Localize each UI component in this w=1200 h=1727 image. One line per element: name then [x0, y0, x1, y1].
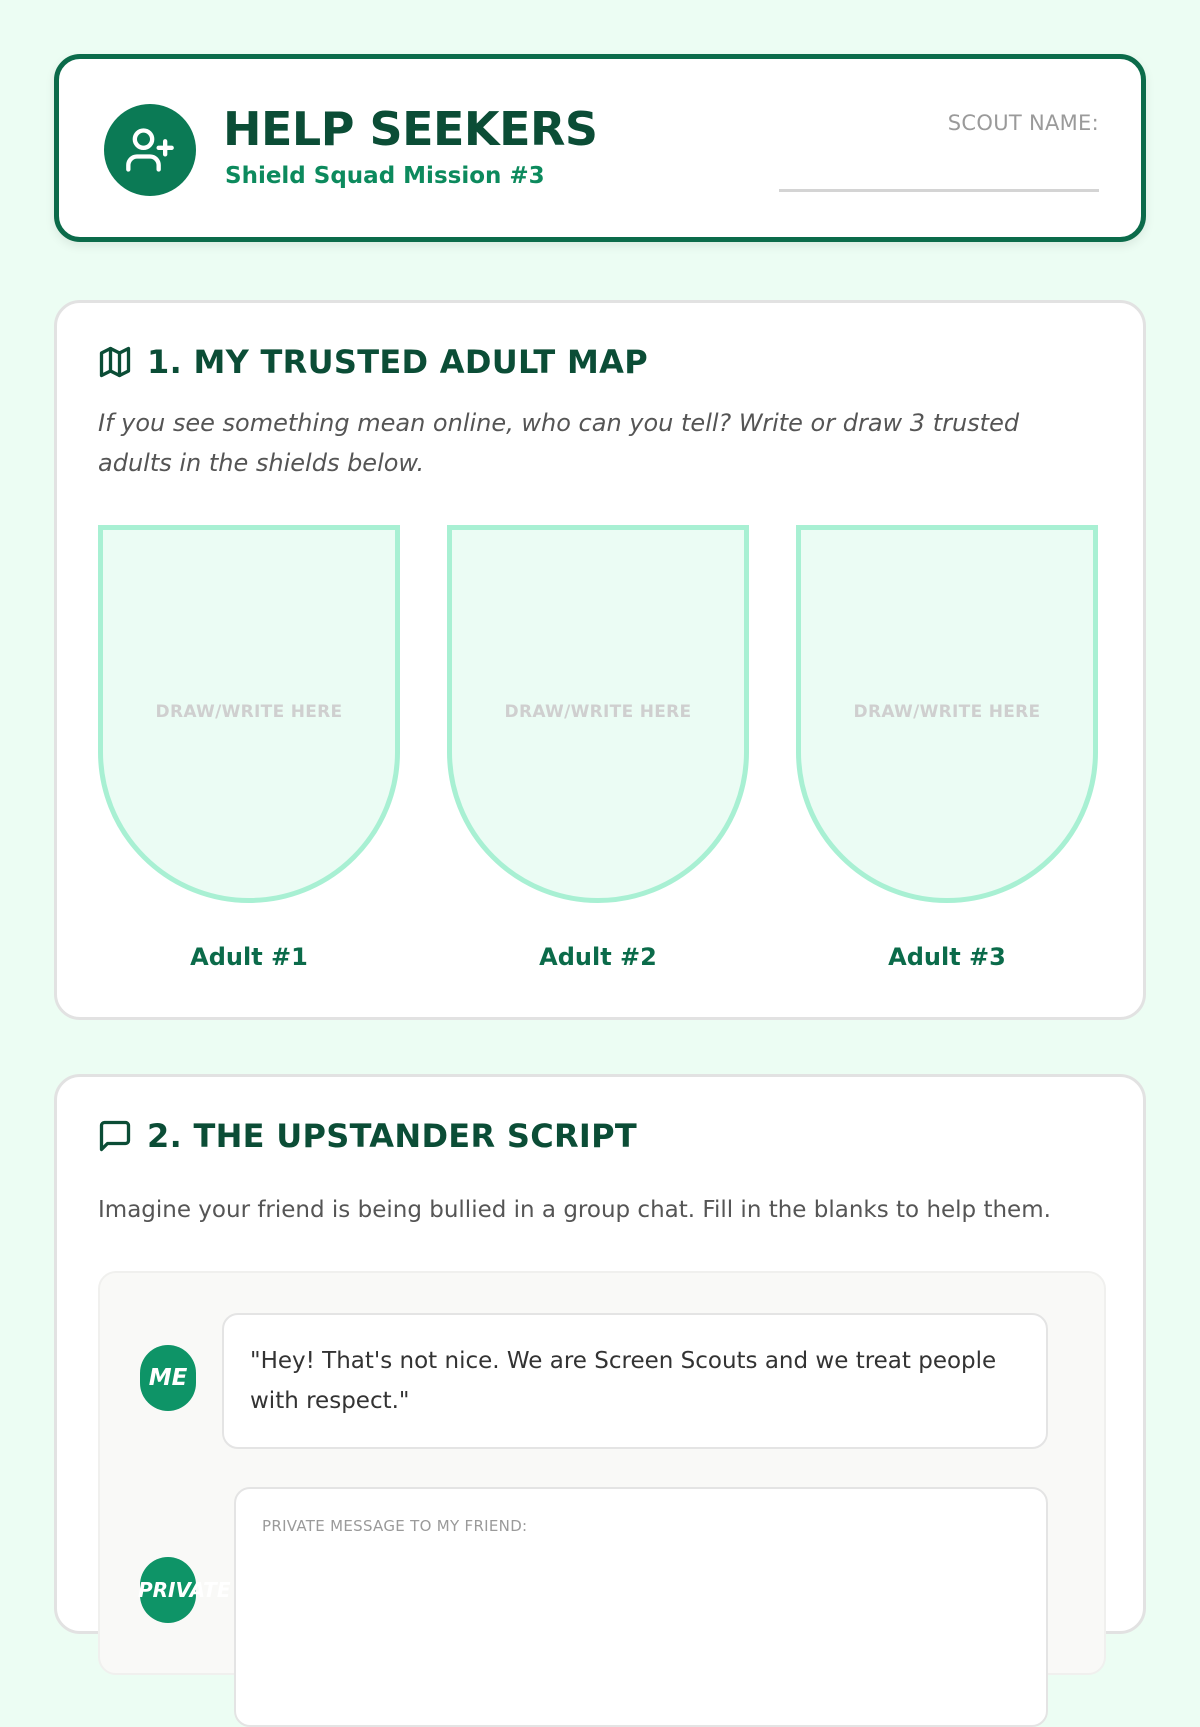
scout-name-field[interactable] — [779, 189, 1099, 192]
private-avatar — [138, 1557, 231, 1623]
section-description: Imagine your friend is being bullied in a group chat. Fill in the blanks to help them. — [98, 1197, 1051, 1223]
message-square-icon — [97, 1117, 135, 1155]
header-card — [54, 54, 1146, 242]
chat-area — [98, 1271, 1106, 1675]
section-header — [97, 1117, 637, 1155]
section-title: 1. MY TRUSTED ADULT MAP — [147, 343, 648, 381]
scout-name-label: SCOUT NAME: — [947, 111, 1099, 135]
trusted-adult-map-card — [54, 300, 1146, 1020]
page-title: HELP SEEKERS — [223, 102, 598, 156]
section-header — [97, 343, 648, 381]
shield-hint: DRAW/WRITE HERE — [853, 702, 1041, 722]
section-description: If you see something mean online, who can you tell? Write or draw 3 trusted adults in the shields below. — [98, 409, 1020, 477]
page-subtitle: Shield Squad Mission #3 — [225, 163, 545, 189]
shield-label: Adult #1 — [190, 943, 308, 971]
shield-label: Adult #3 — [888, 943, 1006, 971]
map-icon — [97, 343, 135, 381]
private-avatar-label: PRIVATE — [138, 1578, 231, 1602]
shield-label: Adult #2 — [539, 943, 657, 971]
shield-drawing-area[interactable] — [447, 525, 749, 903]
me-message-bubble: "Hey! That's not nice. We are Screen Scouts and we treat people with respect." — [222, 1313, 1048, 1449]
me-avatar: ME — [140, 1345, 196, 1411]
private-message-field[interactable] — [234, 1487, 1048, 1727]
section-title: 2. THE UPSTANDER SCRIPT — [147, 1117, 638, 1155]
shield-hint: DRAW/WRITE HERE — [155, 702, 343, 722]
upstander-script-card — [54, 1074, 1146, 1634]
shield-drawing-area[interactable] — [98, 525, 400, 903]
shield-drawing-area[interactable] — [796, 525, 1098, 903]
user-plus-icon — [104, 104, 196, 196]
private-message-label: PRIVATE MESSAGE TO MY FRIEND: — [262, 1517, 528, 1535]
shield-hint: DRAW/WRITE HERE — [504, 702, 692, 722]
